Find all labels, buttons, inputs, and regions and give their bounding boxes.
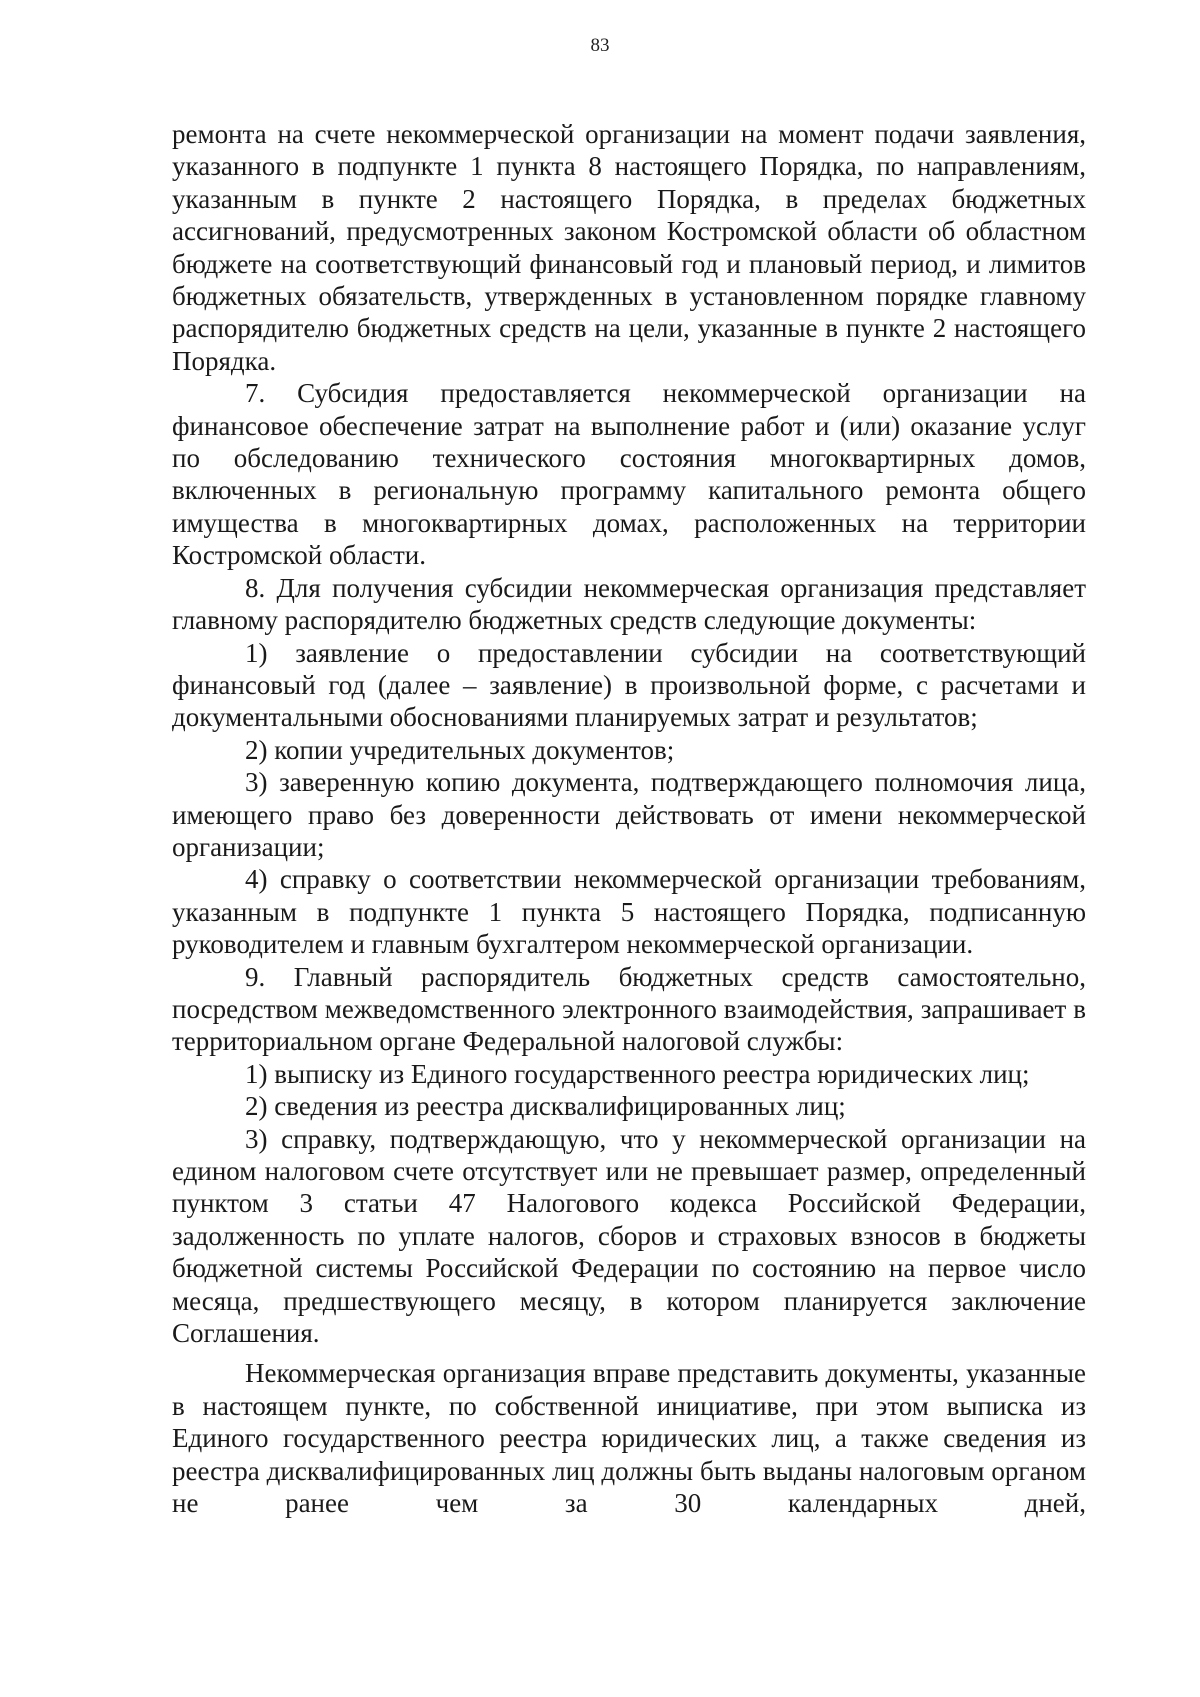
page-number: 83 [590, 35, 610, 56]
paragraph-continuation: ремонта на счете некоммерческой организации на момент подачи заявления, указанного в подпункте 1 пункта 8 настоящего Порядка, по направлениям, указанным в пункте 2 настоящего Порядка, в пределах бюджетных ассигнований, предусмотренных законом Костромской области об областном бюджете на соответствующий финансовый год и плановый период, и лимитов бюджетных обязательств, утвержденных в установленном порядке главному распорядителю бюджетных средств на цели, указанные в пункте 2 настоящего Порядка. [172, 119, 1086, 376]
paragraph-item-9-1: 1) выписку из Единого государственного реестра юридических лиц; [245, 1058, 1030, 1089]
paragraph-item-8-4: 4) справку о соответствии некоммерческой организации требованиям, указанным в подпункте 1 пункта 5 настоящего Порядка, подписанную руководителем и главным бухгалтером некоммерческой организации. [172, 864, 1086, 960]
paragraph-item-9-3: 3) справку, подтверждающую, что у некоммерческой организации на едином налоговом счете отсутствует или не превышает размер, определенный пунктом 3 статьи 47 Налогового кодекса Российской Федерации, задолженность по уплате налогов, сборов и страховых взносов в бюджеты бюджетной системы Российской Федерации по состоянию на первое число месяца, предшествующего месяцу, в котором планируется заключение Соглашения. [172, 1123, 1086, 1349]
paragraph-item-8-2: 2) копии учредительных документов; [245, 734, 675, 765]
paragraph-nko-right: Некоммерческая организация вправе представить документы, указанные в настоящем пункте, по собственной инициативе, при этом выписка из Единого государственного реестра юридических лиц, а также сведения из реестра дисквалифицированных лиц должны быть выданы налоговым органом не ранее чем за 30 календарных дней, [172, 1358, 1086, 1519]
paragraph-item-7: 7. Субсидия предоставляется некоммерческой организации на финансовое обеспечение затрат на выполнение работ и (или) оказание услуг по обследованию технического состояния многоквартирных домов, включенных в региональную программу капитального ремонта общего имущества в многоквартирных домах, расположенных на территории Костромской области. [172, 378, 1086, 571]
paragraph-item-8: 8. Для получения субсидии некоммерческая организация представляет главному распорядителю бюджетных средств следующие документы: [172, 572, 1086, 636]
paragraph-item-9-2: 2) сведения из реестра дисквалифицированных лиц; [245, 1091, 846, 1122]
paragraph-item-8-3: 3) заверенную копию документа, подтверждающего полномочия лица, имеющего право без доверенности действовать от имени некоммерческой организации; [172, 767, 1086, 862]
document-body [172, 118, 1086, 1519]
paragraph-item-8-1: 1) заявление о предоставлении субсидии на соответствующий финансовый год (далее – заявление) в произвольной форме, с расчетами и документальными обоснованиями планируемых затрат и результатов; [172, 637, 1086, 733]
paragraph-item-9: 9. Главный распорядитель бюджетных средств самостоятельно, посредством межведомственного электронного взаимодействия, запрашивает в территориальном органе Федеральной налоговой службы: [172, 961, 1086, 1057]
